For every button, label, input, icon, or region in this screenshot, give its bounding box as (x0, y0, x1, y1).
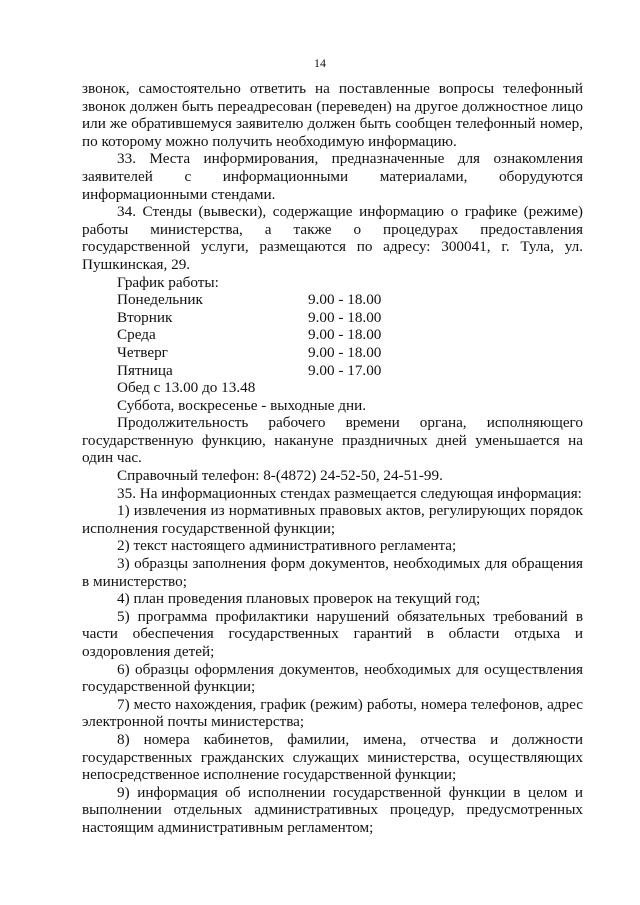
paragraph-34: 34. Стенды (вывески), содержащие информацию о графике (режиме) работы министерства, а также о процедурах предоставления государственной услуги, размещаются по адресу: 300041, г. Тула, ул. Пушкинская, 29. (82, 203, 583, 273)
schedule-day: Четверг (117, 343, 168, 361)
paragraph-continuation: звонок, самостоятельно ответить на поставленные вопросы телефонный звонок должен быть переадресован (переведен) на другое должностное лицо или же обратившемуся заявителю должен быть сообщен телефонный номер, по которому можно получить необходимую информацию. (82, 80, 583, 150)
list-item: 2) текст настоящего административного регламента; (117, 537, 457, 555)
schedule-time: 9.00 - 18.00 (308, 343, 382, 361)
schedule-row (117, 362, 583, 380)
list-item: 4) план проведения плановых проверок на текущий год; (117, 590, 481, 608)
schedule-heading: График работы: (117, 273, 219, 291)
document-body (82, 80, 583, 837)
list-item: 1) извлечения из нормативных правовых актов, регулирующих порядок исполнения государственной функции; (82, 502, 583, 537)
schedule-weekend: Суббота, воскресенье - выходные дни. (117, 396, 367, 414)
phone-line: Справочный телефон: 8-(4872) 24-52-50, 24-51-99. (117, 467, 443, 485)
paragraph-35-intro: 35. На информационных стендах размещается следующая информация: (117, 484, 582, 502)
holiday-note: Продолжительность рабочего времени органа, исполняющего государственную функцию, накануне праздничных дней уменьшается на один час. (82, 414, 583, 467)
schedule-table (82, 291, 583, 379)
schedule-time: 9.00 - 17.00 (308, 361, 382, 379)
schedule-day: Пятница (117, 361, 173, 379)
list-item: 5) программа профилактики нарушений обязательных требований в части обеспечения государственных гарантий в области отдыха и оздоровления детей; (82, 607, 583, 660)
schedule-row (117, 344, 583, 362)
schedule-lunch: Обед с 13.00 до 13.48 (117, 379, 256, 397)
schedule-time: 9.00 - 18.00 (308, 308, 382, 326)
list-item: 8) номера кабинетов, фамилии, имена, отчества и должности государственных гражданских служащих министерства, осуществляющих непосредственное исполнение государственной функции; (82, 730, 583, 784)
list-item: 9) информация об исполнении государственной функции в целом и выполнении отдельных административных процедур, предусмотренных настоящим административным регламентом; (82, 783, 583, 836)
schedule-time: 9.00 - 18.00 (308, 326, 382, 344)
schedule-time: 9.00 - 18.00 (308, 291, 382, 309)
schedule-day: Среда (117, 326, 156, 344)
schedule-row (117, 309, 583, 327)
schedule-row (117, 291, 583, 309)
schedule-row (117, 326, 583, 344)
page-number: 14 (314, 56, 326, 70)
list-item: 7) место нахождения, график (режим) работы, номера телефонов, адрес электронной почты министерства; (82, 695, 583, 731)
list-item: 6) образцы оформления документов, необходимых для осуществления государственной функции; (82, 660, 583, 696)
schedule-day: Понедельник (117, 291, 203, 309)
schedule-day: Вторник (117, 308, 173, 326)
paragraph-33: 33. Места информирования, предназначенные для ознакомления заявителей с информационными материалами, оборудуются информационными стендами. (82, 150, 583, 203)
list-item: 3) образцы заполнения форм документов, необходимых для обращения в министерство; (82, 555, 583, 590)
